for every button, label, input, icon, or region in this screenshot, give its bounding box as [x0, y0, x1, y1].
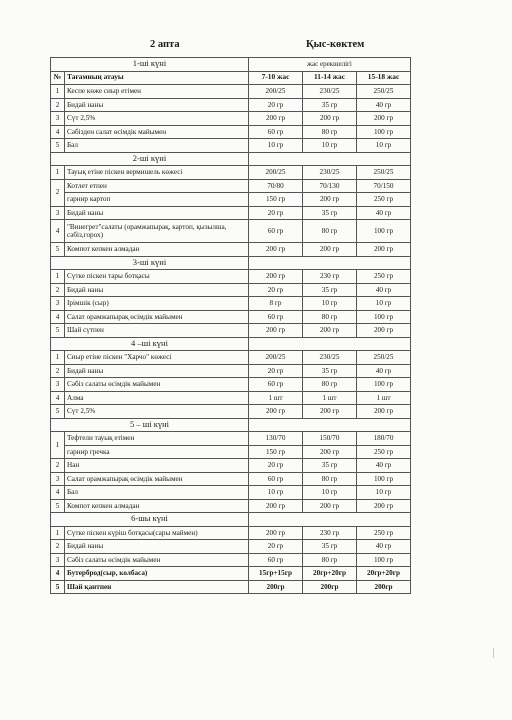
- dish-name: Шай қантпен: [65, 580, 249, 594]
- dish-name: гарнир картоп: [65, 193, 249, 207]
- table-row: [51, 364, 411, 378]
- portion-7-10: 20 гр: [249, 206, 303, 220]
- portion-7-10: 1 шт: [249, 391, 303, 405]
- portion-11-14: 200гр: [303, 580, 357, 594]
- day-title-blank: [249, 256, 411, 270]
- table-row: [51, 459, 411, 473]
- portion-7-10: 15гр+15гр: [249, 567, 303, 581]
- portion-15-18: 200 гр: [357, 243, 411, 257]
- table-row: [51, 391, 411, 405]
- portion-15-18: 180/70: [357, 432, 411, 446]
- portion-7-10: 8 гр: [249, 297, 303, 311]
- table-row: [51, 85, 411, 99]
- portion-15-18: 100 гр: [357, 553, 411, 567]
- portion-11-14: 200 гр: [303, 193, 357, 207]
- portion-15-18: 250 гр: [357, 193, 411, 207]
- row-number: 3: [51, 297, 65, 311]
- row-number: 4: [51, 125, 65, 139]
- portion-7-10: 200 гр: [249, 324, 303, 338]
- table-row: [51, 270, 411, 284]
- day-title: 1-ші күні: [51, 58, 249, 72]
- dish-name: Котлет етпен: [65, 179, 249, 193]
- portion-15-18: 200гр: [357, 580, 411, 594]
- row-number: 2: [51, 459, 65, 473]
- col-header-age-15-18: 15-18 жас: [357, 71, 411, 85]
- portion-11-14: 150/70: [303, 432, 357, 446]
- portion-7-10: 70/80: [249, 179, 303, 193]
- portion-15-18: 40 гр: [357, 364, 411, 378]
- portion-7-10: 200 гр: [249, 405, 303, 419]
- day-4-title-row: [51, 337, 411, 351]
- day-title: 2-ші күні: [51, 152, 249, 166]
- portion-15-18: 200 гр: [357, 324, 411, 338]
- portion-11-14: 230/25: [303, 351, 357, 365]
- table-row: [51, 310, 411, 324]
- portion-15-18: 250 гр: [357, 270, 411, 284]
- portion-11-14: 200 гр: [303, 445, 357, 459]
- portion-15-18: 10 гр: [357, 139, 411, 153]
- table-row: [51, 580, 411, 594]
- table-row: [51, 220, 411, 243]
- portion-7-10: 60 гр: [249, 472, 303, 486]
- row-number: 5: [51, 139, 65, 153]
- portion-11-14: 35 гр: [303, 283, 357, 297]
- portion-7-10: 200/25: [249, 85, 303, 99]
- portion-15-18: 10 гр: [357, 297, 411, 311]
- portion-7-10: 20 гр: [249, 98, 303, 112]
- portion-7-10: 200/25: [249, 166, 303, 180]
- table-row: [51, 540, 411, 554]
- table-row: [51, 486, 411, 500]
- portion-15-18: 1 шт: [357, 391, 411, 405]
- portion-7-10: 200 гр: [249, 243, 303, 257]
- dish-name: Бал: [65, 486, 249, 500]
- dish-name: Салат орамжапырақ өсімдік майымен: [65, 472, 249, 486]
- portion-7-10: 20 гр: [249, 459, 303, 473]
- portion-11-14: 200 гр: [303, 405, 357, 419]
- table-row: [51, 445, 411, 459]
- portion-15-18: 40 гр: [357, 459, 411, 473]
- portion-15-18: 40 гр: [357, 540, 411, 554]
- table-row: [51, 166, 411, 180]
- dish-name: Сүтке піскен тары ботқасы: [65, 270, 249, 284]
- row-number: 5: [51, 580, 65, 594]
- dish-name: Бидай наны: [65, 540, 249, 554]
- portion-7-10: 130/70: [249, 432, 303, 446]
- portion-7-10: 10 гр: [249, 486, 303, 500]
- row-number: 4: [51, 567, 65, 581]
- row-number: 1: [51, 526, 65, 540]
- dish-name: Сәбіз салаты өсімдік майымен: [65, 378, 249, 392]
- portion-11-14: 200 гр: [303, 499, 357, 513]
- table-row: [51, 98, 411, 112]
- dish-name: Сәбізден салат өсімдік майымен: [65, 125, 249, 139]
- row-number: 1: [51, 351, 65, 365]
- dish-name: Сүтке піскен күріш ботқасы(сары маймен): [65, 526, 249, 540]
- portion-7-10: 60 гр: [249, 553, 303, 567]
- portion-15-18: 250 гр: [357, 526, 411, 540]
- day-title: 3-ші күні: [51, 256, 249, 270]
- portion-7-10: 200/25: [249, 351, 303, 365]
- col-header-name: Тағамның атауы: [65, 71, 249, 85]
- table-row: [51, 206, 411, 220]
- table-row: [51, 179, 411, 193]
- portion-15-18: 20гр+20гр: [357, 567, 411, 581]
- row-number: 4: [51, 310, 65, 324]
- portion-7-10: 200 гр: [249, 112, 303, 126]
- row-number: 3: [51, 206, 65, 220]
- row-number: 2: [51, 98, 65, 112]
- portion-7-10: 200гр: [249, 580, 303, 594]
- day-title-blank: [249, 513, 411, 527]
- table-row: [51, 432, 411, 446]
- portion-7-10: 20 гр: [249, 540, 303, 554]
- table-row: [51, 472, 411, 486]
- col-header-age-7-10: 7-10 жас: [249, 71, 303, 85]
- portion-11-14: 230/25: [303, 85, 357, 99]
- portion-15-18: 100 гр: [357, 220, 411, 243]
- portion-7-10: 200 гр: [249, 499, 303, 513]
- day-6-title-row: [51, 513, 411, 527]
- portion-11-14: 35 гр: [303, 540, 357, 554]
- dish-name: Нан: [65, 459, 249, 473]
- portion-11-14: 200 гр: [303, 324, 357, 338]
- portion-11-14: 80 гр: [303, 553, 357, 567]
- portion-7-10: 60 гр: [249, 310, 303, 324]
- table-row: [51, 405, 411, 419]
- col-header-age-11-14: 11-14 жас: [303, 71, 357, 85]
- portion-11-14: 35 гр: [303, 98, 357, 112]
- table-row: [51, 297, 411, 311]
- row-number: 1: [51, 85, 65, 99]
- portion-7-10: 200 гр: [249, 526, 303, 540]
- row-number: 2: [51, 179, 65, 206]
- table-row: [51, 243, 411, 257]
- portion-7-10: 20 гр: [249, 283, 303, 297]
- day-title: 4 –ші күні: [51, 337, 249, 351]
- table-row: [51, 324, 411, 338]
- portion-15-18: 200 гр: [357, 112, 411, 126]
- table-row: [51, 553, 411, 567]
- day-1-title-row: [51, 58, 411, 72]
- portion-11-14: 80 гр: [303, 472, 357, 486]
- dish-name: Тефтели тауық етімен: [65, 432, 249, 446]
- portion-7-10: 60 гр: [249, 125, 303, 139]
- row-number: 5: [51, 499, 65, 513]
- row-number: 4: [51, 220, 65, 243]
- portion-11-14: 80 гр: [303, 310, 357, 324]
- row-number: 5: [51, 324, 65, 338]
- dish-name: Сүт 2,5%: [65, 405, 249, 419]
- portion-15-18: 250/25: [357, 85, 411, 99]
- portion-11-14: 10 гр: [303, 486, 357, 500]
- portion-7-10: 150 гр: [249, 193, 303, 207]
- portion-11-14: 70/130: [303, 179, 357, 193]
- dish-name: гарнир гречка: [65, 445, 249, 459]
- portion-11-14: 10 гр: [303, 139, 357, 153]
- day-2-title-row: [51, 152, 411, 166]
- portion-15-18: 40 гр: [357, 98, 411, 112]
- table-row: [51, 351, 411, 365]
- dish-name: Тауық етіне піскен вермишель көжесі: [65, 166, 249, 180]
- dish-name: Бидай наны: [65, 283, 249, 297]
- portion-7-10: 10 гр: [249, 139, 303, 153]
- portion-11-14: 230/25: [303, 166, 357, 180]
- dish-name: Сүт 2,5%: [65, 112, 249, 126]
- dish-name: Компот кепкен алмадан: [65, 243, 249, 257]
- portion-7-10: 60 гр: [249, 220, 303, 243]
- portion-11-14: 80 гр: [303, 125, 357, 139]
- portion-11-14: 10 гр: [303, 297, 357, 311]
- dish-name: Ірімшік (сыр): [65, 297, 249, 311]
- row-number: 2: [51, 283, 65, 297]
- portion-15-18: 250/25: [357, 351, 411, 365]
- dish-name: Сиыр етіне піскен "Харчо" көжесі: [65, 351, 249, 365]
- day-5-title-row: [51, 418, 411, 432]
- portion-15-18: 100 гр: [357, 125, 411, 139]
- row-number: 3: [51, 378, 65, 392]
- portion-11-14: 200 гр: [303, 243, 357, 257]
- col-header-number: №: [51, 71, 65, 85]
- portion-7-10: 150 гр: [249, 445, 303, 459]
- portion-15-18: 40 гр: [357, 283, 411, 297]
- portion-15-18: 250 гр: [357, 445, 411, 459]
- scan-artifact: [493, 648, 498, 658]
- dish-name: Бал: [65, 139, 249, 153]
- row-number: 2: [51, 364, 65, 378]
- row-number: 3: [51, 472, 65, 486]
- dish-name: Салат орамжапырақ өсімдік майымен: [65, 310, 249, 324]
- portion-11-14: 35 гр: [303, 206, 357, 220]
- dish-name: Сәбіз салаты өсімдік майымен: [65, 553, 249, 567]
- portion-11-14: 230 гр: [303, 270, 357, 284]
- menu-table: [50, 57, 411, 594]
- row-number: 3: [51, 553, 65, 567]
- row-number: 4: [51, 486, 65, 500]
- week-label: 2 апта: [150, 39, 180, 50]
- portion-15-18: 200 гр: [357, 499, 411, 513]
- dish-name: Бидай наны: [65, 98, 249, 112]
- row-number: 1: [51, 432, 65, 459]
- dish-name: Бидай наны: [65, 206, 249, 220]
- dish-name: Бидай наны: [65, 364, 249, 378]
- table-row: [51, 526, 411, 540]
- portion-7-10: 200 гр: [249, 270, 303, 284]
- portion-11-14: 80 гр: [303, 378, 357, 392]
- day-title-blank: [249, 152, 411, 166]
- portion-11-14: 200 гр: [303, 112, 357, 126]
- day-3-title-row: [51, 256, 411, 270]
- portion-11-14: 1 шт: [303, 391, 357, 405]
- portion-15-18: 10 гр: [357, 486, 411, 500]
- table-row: [51, 283, 411, 297]
- dish-name: Бутерброд(сыр, колбаса): [65, 567, 249, 581]
- day-title: 5 – ші күні: [51, 418, 249, 432]
- dish-name: Компот кепкен алмадан: [65, 499, 249, 513]
- table-row: [51, 112, 411, 126]
- dish-name: "Винегрет"салаты (орамжапырақ, картоп, қызылша, сәбіз,горох): [65, 220, 249, 243]
- portion-15-18: 200 гр: [357, 405, 411, 419]
- portion-15-18: 100 гр: [357, 378, 411, 392]
- portion-15-18: 100 гр: [357, 310, 411, 324]
- portion-15-18: 40 гр: [357, 206, 411, 220]
- day-title-blank: [249, 418, 411, 432]
- portion-11-14: 20гр+20гр: [303, 567, 357, 581]
- day-title-blank: [249, 337, 411, 351]
- column-header-row: [51, 71, 411, 85]
- dish-name: Шай сүтпен: [65, 324, 249, 338]
- table-row: [51, 499, 411, 513]
- row-number: 1: [51, 270, 65, 284]
- portion-11-14: 35 гр: [303, 459, 357, 473]
- season-label: Қыс-көктем: [306, 39, 365, 50]
- row-number: 4: [51, 391, 65, 405]
- dish-name: Кеспе көже сиыр етімен: [65, 85, 249, 99]
- portion-11-14: 35 гр: [303, 364, 357, 378]
- row-number: 5: [51, 405, 65, 419]
- table-row: [51, 378, 411, 392]
- portion-7-10: 20 гр: [249, 364, 303, 378]
- portion-15-18: 250/25: [357, 166, 411, 180]
- portion-11-14: 230 гр: [303, 526, 357, 540]
- day-title: 6-шы күні: [51, 513, 249, 527]
- portion-15-18: 70/150: [357, 179, 411, 193]
- row-number: 2: [51, 540, 65, 554]
- table-row: [51, 125, 411, 139]
- row-number: 5: [51, 243, 65, 257]
- table-row: [51, 193, 411, 207]
- portion-15-18: 100 гр: [357, 472, 411, 486]
- row-number: 1: [51, 166, 65, 180]
- dish-name: Алма: [65, 391, 249, 405]
- portion-7-10: 60 гр: [249, 378, 303, 392]
- portion-11-14: 80 гр: [303, 220, 357, 243]
- age-group-label: жас ерекшелігі: [249, 58, 411, 72]
- row-number: 3: [51, 112, 65, 126]
- table-row: [51, 567, 411, 581]
- table-row: [51, 139, 411, 153]
